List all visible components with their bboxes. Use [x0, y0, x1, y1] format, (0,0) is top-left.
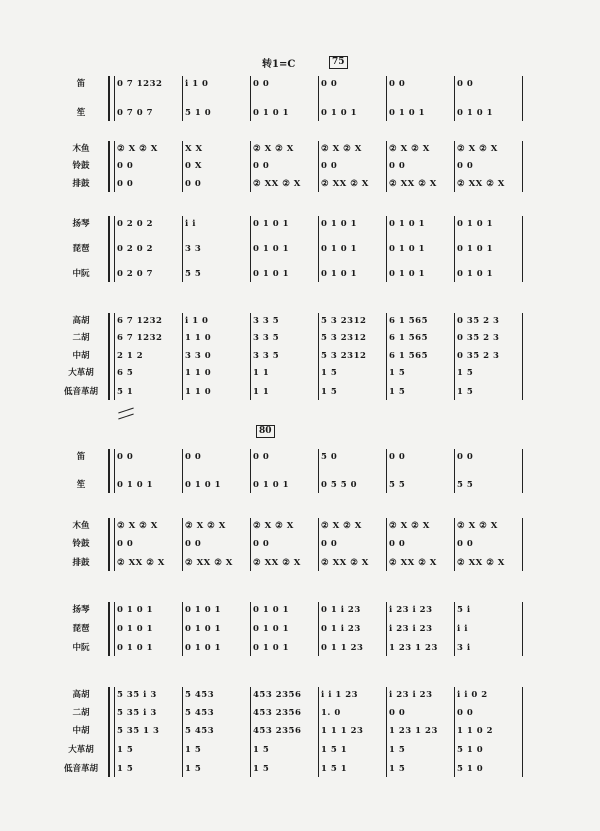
measure-notes: ② XX ② X — [389, 179, 437, 189]
measure-notes: 1 5 — [321, 368, 338, 378]
barline — [522, 76, 523, 121]
barline — [454, 518, 455, 571]
instrument-label: 二胡 — [72, 333, 90, 343]
measure-notes: i 1 0 — [185, 79, 209, 89]
measure-notes: 5 5 — [389, 480, 406, 490]
measure-notes: ② XX ② X — [321, 179, 369, 189]
measure-notes: 1 23 1 23 — [389, 726, 438, 736]
measure-notes: 5 0 — [321, 452, 338, 462]
measure-notes: 5 35 1 3 — [117, 726, 160, 736]
instrument-label: 高胡 — [72, 316, 90, 326]
measure-notes: 0 1 0 1 — [321, 219, 358, 229]
measure-notes: ② XX ② X — [117, 558, 165, 568]
measure-notes: 0 1 0 1 — [389, 269, 426, 279]
barline — [454, 449, 455, 493]
measure-notes: i 1 0 — [185, 316, 209, 326]
staff-row — [0, 448, 600, 466]
measure-notes: 0 0 — [457, 161, 474, 171]
instrument-label: 铃鼓 — [72, 161, 90, 171]
measure-notes: i 23 i 23 — [389, 624, 433, 634]
staff-row — [0, 312, 600, 330]
barline — [386, 313, 387, 400]
measure-notes: 1 1 0 2 — [457, 726, 494, 736]
group-brace — [108, 216, 113, 282]
measure-notes: 1 1 1 23 — [321, 726, 364, 736]
measure-notes: 0 35 2 3 — [457, 333, 500, 343]
barline — [250, 216, 251, 282]
barline — [454, 141, 455, 192]
measure-notes: 1 5 — [185, 764, 202, 774]
measure-notes: ② X ② X — [389, 144, 430, 154]
barline — [114, 313, 115, 400]
measure-notes: 0 0 — [389, 79, 406, 89]
measure-notes: 0 1 0 1 — [253, 605, 290, 615]
measure-notes: 0 5 5 0 — [321, 480, 358, 490]
measure-notes: 0 1 0 1 — [185, 480, 222, 490]
measure-notes: 0 7 0 7 — [117, 108, 154, 118]
measure-notes: 0 1 0 1 — [457, 219, 494, 229]
measure-notes: 0 0 — [389, 161, 406, 171]
measure-notes: 0 1 0 1 — [321, 269, 358, 279]
staff-row — [0, 601, 600, 619]
barline — [522, 141, 523, 192]
measure-notes: 0 2 0 7 — [117, 269, 154, 279]
instrument-label: 中胡 — [72, 351, 90, 361]
barline — [522, 216, 523, 282]
instrument-label: 二胡 — [72, 708, 90, 718]
barline — [250, 449, 251, 493]
staff-row — [0, 329, 600, 347]
barline — [182, 313, 183, 400]
measure-notes: 0 1 0 1 — [457, 244, 494, 254]
measure-notes: 3 3 5 — [253, 316, 280, 326]
barline — [454, 313, 455, 400]
instrument-label: 低音革胡 — [63, 387, 98, 397]
barline — [114, 76, 115, 121]
measure-notes: 1 5 1 — [321, 764, 348, 774]
measure-notes: 3 i — [457, 643, 471, 653]
measure-notes: i 23 i 23 — [389, 605, 433, 615]
barline — [454, 216, 455, 282]
barline — [182, 449, 183, 493]
measure-notes: 6 7 1232 — [117, 316, 163, 326]
measure-notes: 5 35 i 3 — [117, 690, 157, 700]
measure-notes: 453 2356 — [253, 708, 302, 718]
measure-notes: i i 0 2 — [457, 690, 488, 700]
measure-notes: 0 2 0 2 — [117, 219, 154, 229]
barline — [386, 141, 387, 192]
measure-notes: ② X ② X — [389, 521, 430, 531]
barline — [250, 518, 251, 571]
measure-notes: 5 3 2312 — [321, 316, 367, 326]
barline — [182, 687, 183, 777]
instrument-label: 排鼓 — [72, 558, 90, 568]
barline — [386, 449, 387, 493]
measure-notes: 5 5 — [185, 269, 202, 279]
measure-notes: 0 0 — [253, 452, 270, 462]
measure-notes: 1 1 0 — [185, 333, 212, 343]
barline — [114, 449, 115, 493]
measure-notes: 0 1 0 1 — [389, 219, 426, 229]
barline — [182, 602, 183, 656]
measure-notes: ② XX ② X — [321, 558, 369, 568]
measure-notes: 0 0 — [389, 708, 406, 718]
measure-notes: 1 5 1 — [321, 745, 348, 755]
measure-notes: 1 5 — [457, 387, 474, 397]
staff-row — [0, 722, 600, 740]
measure-notes: 0 0 — [253, 161, 270, 171]
instrument-label: 笙 — [76, 108, 86, 118]
measure-notes: 0 0 — [117, 452, 134, 462]
barline — [318, 449, 319, 493]
measure-notes: i 23 i 23 — [389, 690, 433, 700]
measure-notes: 0 0 — [457, 539, 474, 549]
staff-row — [0, 265, 600, 283]
instrument-label: 扬琴 — [72, 605, 90, 615]
measure-notes: 5 i — [457, 605, 471, 615]
group-brace — [108, 313, 113, 400]
staff-row — [0, 364, 600, 382]
measure-notes: ② X ② X — [117, 521, 158, 531]
measure-notes: 5 35 i 3 — [117, 708, 157, 718]
measure-notes: 0 1 0 1 — [117, 605, 154, 615]
staff-row — [0, 704, 600, 722]
barline — [318, 313, 319, 400]
staff-row — [0, 517, 600, 535]
group-brace — [108, 449, 113, 493]
measure-notes: 0 0 — [457, 708, 474, 718]
group-brace — [108, 76, 113, 121]
instrument-label: 木鱼 — [72, 144, 90, 154]
measure-notes: ② X ② X — [321, 521, 362, 531]
staff-row — [0, 140, 600, 158]
measure-notes: 0 1 0 1 — [117, 643, 154, 653]
instrument-label: 大革胡 — [68, 745, 94, 755]
measure-notes: 0 1 i 23 — [321, 624, 361, 634]
instrument-label: 琵琶 — [72, 244, 90, 254]
measure-notes: 1 5 — [457, 368, 474, 378]
measure-notes: 0 1 0 1 — [321, 244, 358, 254]
measure-notes: 0 1 0 1 — [185, 605, 222, 615]
key-signature: 转1=C — [262, 59, 296, 70]
measure-notes: 0 1 0 1 — [253, 244, 290, 254]
instrument-label: 大革胡 — [68, 368, 94, 378]
measure-notes: ② XX ② X — [185, 558, 233, 568]
measure-notes: 453 2356 — [253, 726, 302, 736]
measure-notes: 0 0 — [321, 539, 338, 549]
measure-notes: i i — [185, 219, 196, 229]
barline — [386, 687, 387, 777]
barline — [386, 216, 387, 282]
measure-notes: 0 1 0 1 — [117, 624, 154, 634]
measure-notes: 3 3 5 — [253, 333, 280, 343]
instrument-label: 笛 — [76, 79, 86, 89]
measure-notes: 0 1 0 1 — [253, 643, 290, 653]
measure-notes: 0 35 2 3 — [457, 316, 500, 326]
staff-row — [0, 741, 600, 759]
staff-row — [0, 175, 600, 193]
measure-notes: 0 0 — [321, 79, 338, 89]
measure-notes: ② XX ② X — [253, 179, 301, 189]
measure-notes: 0 0 — [117, 161, 134, 171]
barline — [182, 76, 183, 121]
staff-row — [0, 104, 600, 122]
instrument-label: 中胡 — [72, 726, 90, 736]
measure-notes: 0 1 1 23 — [321, 643, 364, 653]
measure-notes: 0 0 — [185, 539, 202, 549]
measure-notes: 0 1 0 1 — [457, 269, 494, 279]
staff-row — [0, 75, 600, 93]
barline — [250, 313, 251, 400]
measure-notes: 1. 0 — [321, 708, 341, 718]
measure-notes: ② X ② X — [117, 144, 158, 154]
measure-notes: 1 23 1 23 — [389, 643, 438, 653]
barline — [386, 76, 387, 121]
measure-notes: 3 3 — [185, 244, 202, 254]
measure-notes: ② X ② X — [321, 144, 362, 154]
measure-notes: 5 1 0 — [185, 108, 212, 118]
measure-notes: 0 1 0 1 — [253, 219, 290, 229]
measure-notes: 5 5 — [457, 480, 474, 490]
measure-notes: 6 1 565 — [389, 351, 428, 361]
instrument-label: 琵琶 — [72, 624, 90, 634]
measure-notes: 1 5 — [185, 745, 202, 755]
measure-notes: 5 3 2312 — [321, 333, 367, 343]
barline — [318, 76, 319, 121]
instrument-label: 中阮 — [72, 643, 90, 653]
staff-row — [0, 157, 600, 175]
staff-row — [0, 554, 600, 572]
measure-notes: 1 1 0 — [185, 368, 212, 378]
measure-notes: 3 3 0 — [185, 351, 212, 361]
measure-notes: 1 5 — [389, 745, 406, 755]
measure-notes: 0 0 — [117, 179, 134, 189]
measure-notes: 0 1 0 1 — [457, 108, 494, 118]
measure-notes: 1 5 — [321, 387, 338, 397]
barline — [318, 141, 319, 192]
measure-notes: ② X ② X — [457, 521, 498, 531]
measure-notes: 0 7 1232 — [117, 79, 163, 89]
staff-row — [0, 215, 600, 233]
system-separator — [118, 408, 134, 414]
barline — [114, 216, 115, 282]
measure-notes: 0 1 0 1 — [253, 269, 290, 279]
measure-notes: 0 1 0 1 — [185, 624, 222, 634]
staff-row — [0, 639, 600, 657]
measure-notes: 0 1 0 1 — [389, 244, 426, 254]
measure-notes: 1 5 — [389, 764, 406, 774]
barline — [522, 602, 523, 656]
measure-notes: ② X ② X — [185, 521, 226, 531]
measure-notes: 0 0 — [253, 79, 270, 89]
barline — [318, 518, 319, 571]
measure-notes: ② X ② X — [457, 144, 498, 154]
group-brace — [108, 687, 113, 777]
measure-notes: 0 0 — [457, 452, 474, 462]
measure-notes: 5 1 — [117, 387, 134, 397]
measure-notes: 0 0 — [457, 79, 474, 89]
measure-notes: 1 5 — [253, 764, 270, 774]
measure-notes: 5 1 0 — [457, 745, 484, 755]
measure-notes: i i 1 23 — [321, 690, 359, 700]
measure-notes: 0 0 — [117, 539, 134, 549]
measure-notes: 0 1 0 1 — [253, 480, 290, 490]
staff-row — [0, 383, 600, 401]
measure-notes: 3 3 5 — [253, 351, 280, 361]
system-separator — [118, 414, 134, 420]
measure-notes: 5 1 0 — [457, 764, 484, 774]
barline — [386, 518, 387, 571]
instrument-label: 铃鼓 — [72, 539, 90, 549]
instrument-label: 笙 — [76, 480, 86, 490]
measure-notes: 0 1 0 1 — [253, 108, 290, 118]
barline — [318, 216, 319, 282]
measure-notes: 0 0 — [253, 539, 270, 549]
measure-notes: 1 5 — [117, 745, 134, 755]
measure-notes: 0 0 — [389, 539, 406, 549]
instrument-label: 扬琴 — [72, 219, 90, 229]
staff-row — [0, 240, 600, 258]
barline — [522, 449, 523, 493]
barline — [250, 602, 251, 656]
measure-notes: 1 5 — [253, 745, 270, 755]
measure-notes: 6 1 565 — [389, 333, 428, 343]
barline — [182, 216, 183, 282]
barline — [250, 141, 251, 192]
measure-notes: 453 2356 — [253, 690, 302, 700]
measure-notes: 0 0 — [389, 452, 406, 462]
measure-notes: ② XX ② X — [253, 558, 301, 568]
barline — [250, 687, 251, 777]
barline — [386, 602, 387, 656]
barline — [318, 602, 319, 656]
measure-notes: 0 0 — [321, 161, 338, 171]
measure-notes: 0 2 0 2 — [117, 244, 154, 254]
measure-notes: 0 35 2 3 — [457, 351, 500, 361]
measure-notes: 0 1 0 1 — [117, 480, 154, 490]
measure-notes: 1 5 — [117, 764, 134, 774]
group-brace — [108, 518, 113, 571]
rehearsal-mark-80: 80 — [256, 425, 275, 438]
measure-notes: 5 3 2312 — [321, 351, 367, 361]
measure-notes: 0 1 0 1 — [389, 108, 426, 118]
barline — [454, 76, 455, 121]
barline — [318, 687, 319, 777]
group-brace — [108, 602, 113, 656]
staff-row — [0, 476, 600, 494]
measure-notes: ② XX ② X — [457, 179, 505, 189]
measure-notes: 0 0 — [185, 452, 202, 462]
measure-notes: 2 1 2 — [117, 351, 144, 361]
measure-notes: 0 1 i 23 — [321, 605, 361, 615]
barline — [114, 602, 115, 656]
measure-notes: 6 1 565 — [389, 316, 428, 326]
measure-notes: ② X ② X — [253, 144, 294, 154]
measure-notes: 6 7 1232 — [117, 333, 163, 343]
instrument-label: 木鱼 — [72, 521, 90, 531]
instrument-label: 高胡 — [72, 690, 90, 700]
group-brace — [108, 141, 113, 192]
instrument-label: 排鼓 — [72, 179, 90, 189]
barline — [182, 141, 183, 192]
measure-notes: 0 1 0 1 — [253, 624, 290, 634]
barline — [522, 518, 523, 571]
barline — [114, 141, 115, 192]
measure-notes: 5 453 — [185, 690, 215, 700]
measure-notes: 6 5 — [117, 368, 134, 378]
measure-notes: X X — [185, 144, 203, 154]
measure-notes: 5 453 — [185, 726, 215, 736]
staff-row — [0, 760, 600, 778]
measure-notes: 1 1 — [253, 368, 270, 378]
barline — [114, 518, 115, 571]
staff-row — [0, 620, 600, 638]
measure-notes: ② XX ② X — [389, 558, 437, 568]
measure-notes: 5 453 — [185, 708, 215, 718]
instrument-label: 低音革胡 — [63, 764, 98, 774]
measure-notes: 1 1 — [253, 387, 270, 397]
staff-row — [0, 535, 600, 553]
barline — [454, 602, 455, 656]
measure-notes: 0 X — [185, 161, 202, 171]
barline — [250, 76, 251, 121]
instrument-label: 中阮 — [72, 269, 90, 279]
staff-row — [0, 347, 600, 365]
measure-notes: 1 5 — [389, 387, 406, 397]
barline — [454, 687, 455, 777]
staff-row — [0, 686, 600, 704]
measure-notes: 0 0 — [185, 179, 202, 189]
barline — [522, 687, 523, 777]
rehearsal-mark-75: 75 — [329, 56, 348, 69]
measure-notes: 1 5 — [389, 368, 406, 378]
barline — [182, 518, 183, 571]
barline — [522, 313, 523, 400]
measure-notes: 0 1 0 1 — [185, 643, 222, 653]
instrument-label: 笛 — [76, 452, 86, 462]
measure-notes: ② X ② X — [253, 521, 294, 531]
measure-notes: 1 1 0 — [185, 387, 212, 397]
measure-notes: i i — [457, 624, 468, 634]
measure-notes: 0 1 0 1 — [321, 108, 358, 118]
barline — [114, 687, 115, 777]
measure-notes: ② XX ② X — [457, 558, 505, 568]
